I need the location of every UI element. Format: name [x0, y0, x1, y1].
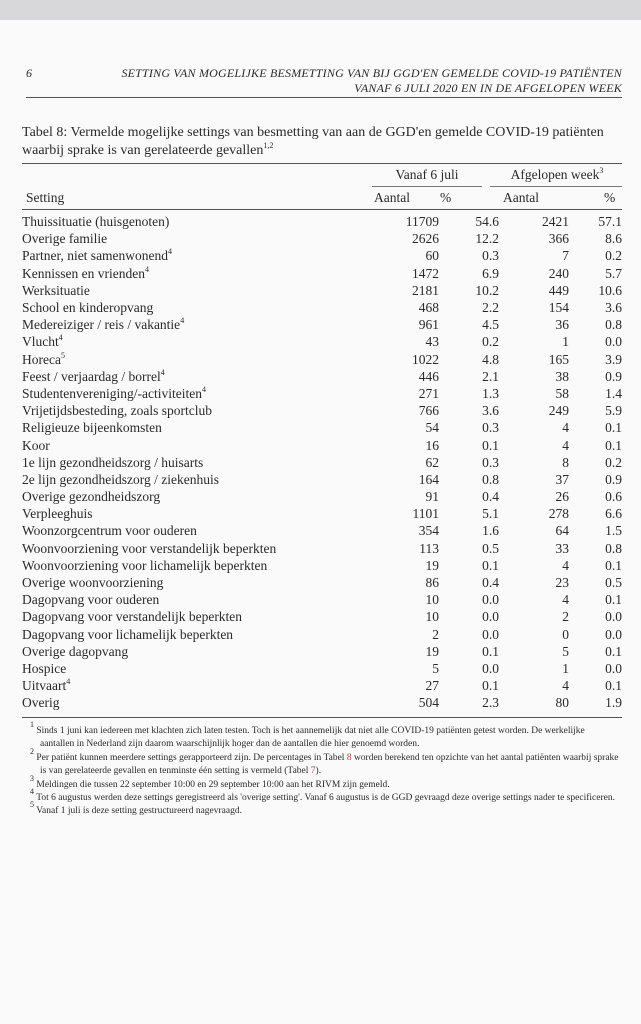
aantal-week-cell: 38 [555, 368, 569, 384]
aantal-vanaf-cell: 113 [419, 540, 439, 556]
pct-week-cell: 0.0 [605, 660, 622, 676]
pct-vanaf-cell: 0.4 [482, 489, 499, 505]
aantal-week-cell: 1 [562, 660, 569, 676]
aantal-vanaf-cell: 504 [418, 695, 439, 711]
pct-week-cell: 0.0 [605, 334, 622, 350]
pct-vanaf-cell: 0.4 [482, 575, 499, 591]
aantal-week-cell: 36 [555, 317, 569, 333]
aantal-vanaf-cell: 27 [425, 678, 439, 694]
aantal-week-cell: 240 [548, 265, 569, 281]
aantal-week-cell: 1 [562, 334, 569, 350]
aantal-vanaf-cell: 468 [418, 300, 439, 316]
setting-sup: 4 [160, 367, 165, 377]
setting-sup: 4 [66, 677, 71, 687]
pct-vanaf-cell: 1.6 [482, 523, 499, 539]
chapter-number: 6 [26, 66, 33, 80]
aantal-vanaf-cell: 1101 [412, 506, 439, 522]
setting-label: Woonvoorziening voor lichamelijk beperkten [22, 557, 268, 573]
setting-label: Studentenvereniging/-activiteiten [22, 385, 202, 401]
pct-week-cell: 3.9 [605, 351, 622, 367]
aantal-week-cell: 26 [555, 489, 569, 505]
table-row [22, 213, 622, 230]
pct-week-cell: 0.5 [605, 575, 622, 591]
fn-text: ). [315, 766, 322, 777]
table-row [22, 299, 622, 316]
setting-cell [22, 282, 395, 299]
aantal-week-cell: 4 [562, 420, 569, 436]
table-row [22, 471, 622, 488]
footnote-5 [30, 800, 620, 818]
setting-label: Overige gezondheidszorg [22, 489, 161, 505]
fn-text: Tot 6 augustus werden deze settings geregistreerd als 'overige setting'. Vanaf 6 augustus is de GGD gevraagd deze overige settings nader te specificeren. [36, 793, 615, 804]
pct-vanaf-cell: 0.0 [482, 626, 499, 642]
aantal-week-cell: 64 [555, 523, 569, 539]
pct-vanaf-cell: 2.3 [482, 695, 499, 711]
col-setting: Setting [26, 190, 65, 205]
aantal-vanaf-cell: 2181 [412, 282, 439, 298]
pct-week-cell: 0.6 [605, 489, 622, 505]
setting-label: Partner, niet samenwonend [22, 248, 169, 264]
setting-cell [22, 471, 395, 488]
setting-label: Overig [22, 695, 60, 711]
aantal-week-cell: 449 [548, 282, 569, 298]
pct-vanaf-cell: 0.3 [482, 420, 499, 436]
setting-cell [22, 213, 395, 230]
aantal-week-cell: 4 [562, 557, 569, 573]
col-pct-2: % [604, 190, 616, 205]
pct-week-cell: 5.7 [605, 265, 622, 281]
aantal-vanaf-cell: 1022 [412, 351, 439, 367]
setting-sup: 4 [168, 247, 173, 257]
group-underline-1 [372, 186, 482, 187]
fn-text: Sinds 1 juni kan iedereen met klachten zich laten testen. Toch is het aannemelijk dat niet alle COVID-19 patiënten getest worden. De werkelijke aantallen in Nederland zijn daarom waarschijnlijk hoger dan de aantallen die hier genoemd worden. [36, 726, 585, 750]
setting-sup: 4 [144, 264, 149, 274]
aantal-week-cell: 154 [548, 300, 569, 316]
setting-cell [22, 591, 395, 608]
aantal-vanaf-cell: 91 [425, 489, 439, 505]
pct-week-cell: 0.9 [605, 368, 622, 384]
table-row [22, 419, 622, 436]
caption-text: Tabel 8: Vermelde mogelijke settings van besmetting van aan de GGD'en gemelde COVID-19 patiënten waarbij sprake is van gerelateerde gevallen [22, 125, 604, 158]
aantal-week-cell: 165 [548, 351, 569, 367]
table-row [22, 677, 622, 694]
aantal-week-cell: 33 [555, 540, 569, 556]
setting-label: Werksituatie [22, 282, 90, 298]
pct-week-cell: 0.8 [605, 317, 622, 333]
table-row [22, 694, 622, 711]
pct-vanaf-cell: 54.6 [475, 214, 499, 230]
pct-vanaf-cell: 0.5 [482, 540, 499, 556]
aantal-week-cell: 80 [555, 695, 569, 711]
pct-vanaf-cell: 0.1 [482, 557, 499, 573]
table-row [22, 368, 622, 385]
setting-sup: 4 [201, 384, 206, 394]
pct-week-cell: 0.1 [605, 592, 622, 608]
setting-label: Horeca [22, 351, 61, 367]
pct-week-cell: 3.6 [605, 300, 622, 316]
fn-text: Vanaf 1 juli is deze setting gestructureerd nagevraagd. [36, 806, 242, 817]
setting-cell [22, 402, 395, 419]
pct-week-cell: 0.1 [605, 420, 622, 436]
group-header-week [492, 167, 622, 183]
pct-vanaf-cell: 10.2 [475, 282, 499, 298]
aantal-week-cell: 4 [562, 678, 569, 694]
aantal-vanaf-cell: 11709 [405, 214, 439, 230]
aantal-vanaf-cell: 19 [425, 557, 439, 573]
col-aantal-2: Aantal [503, 190, 539, 205]
setting-cell [22, 247, 395, 264]
table-caption [22, 124, 622, 160]
pct-vanaf-cell: 0.8 [482, 471, 499, 487]
table-row [22, 351, 622, 368]
setting-label: Thuissituatie (huisgenoten) [22, 214, 170, 230]
setting-label: Woonzorgcentrum voor ouderen [22, 523, 197, 539]
table-row [22, 643, 622, 660]
setting-label: Hospice [22, 660, 67, 676]
fn-num: 3 [30, 773, 34, 783]
setting-cell [22, 316, 395, 333]
setting-cell [22, 643, 395, 660]
setting-label: Overige familie [22, 231, 108, 247]
aantal-vanaf-cell: 354 [418, 523, 439, 539]
col-pct-1: % [440, 190, 452, 205]
footnote-4 [30, 787, 620, 805]
setting-label: School en kinderopvang [22, 300, 154, 316]
setting-label: 1e lijn gezondheidszorg / huisarts [22, 454, 204, 470]
fn-num: 2 [30, 746, 34, 756]
aantal-week-cell: 8 [562, 454, 569, 470]
setting-cell [22, 660, 395, 677]
table-ref-link[interactable]: 8 [346, 752, 352, 763]
setting-cell [22, 488, 395, 505]
pct-vanaf-cell: 6.9 [482, 265, 499, 281]
aantal-vanaf-cell: 62 [425, 454, 439, 470]
aantal-vanaf-cell: 54 [425, 420, 439, 436]
pct-vanaf-cell: 0.3 [482, 248, 499, 264]
setting-cell [22, 351, 395, 368]
aantal-vanaf-cell: 60 [425, 248, 439, 264]
setting-label: Dagopvang voor ouderen [22, 592, 160, 608]
table-row [22, 230, 622, 247]
table-row [22, 591, 622, 608]
pct-week-cell: 6.6 [605, 506, 622, 522]
footnote-3 [30, 773, 620, 792]
table-row [22, 436, 622, 453]
aantal-week-cell: 4 [562, 437, 569, 453]
pct-week-cell: 0.9 [605, 471, 622, 487]
setting-label: Religieuze bijeenkomsten [22, 420, 162, 436]
pct-week-cell: 1.9 [605, 695, 622, 711]
setting-cell [22, 574, 395, 591]
pct-vanaf-cell: 0.2 [482, 334, 499, 350]
table-row [22, 608, 622, 625]
aantal-vanaf-cell: 446 [418, 368, 439, 384]
table-row [22, 505, 622, 522]
aantal-vanaf-cell: 271 [418, 385, 439, 401]
setting-label: Vlucht [22, 334, 59, 350]
pct-week-cell: 0.1 [605, 437, 622, 453]
aantal-week-cell: 37 [555, 471, 569, 487]
top-band [0, 0, 641, 20]
pct-vanaf-cell: 0.3 [482, 454, 499, 470]
setting-label: Medereiziger / reis / vakantie [22, 317, 181, 333]
col-aantal-1: Aantal [374, 190, 410, 205]
group-underline-2 [490, 186, 622, 187]
aantal-vanaf-cell: 10 [425, 592, 439, 608]
aantal-week-cell: 7 [562, 248, 569, 264]
footnotes [30, 720, 620, 819]
pct-vanaf-cell: 0.0 [482, 660, 499, 676]
setting-cell [22, 608, 395, 625]
setting-cell [22, 333, 395, 350]
table-row [22, 522, 622, 539]
table-row [22, 247, 622, 264]
header-rule [26, 97, 622, 98]
table-row [22, 574, 622, 591]
aantal-vanaf-cell: 5 [432, 660, 439, 676]
table-top-rule [22, 163, 622, 164]
setting-cell [22, 299, 395, 316]
setting-sup: 5 [60, 350, 65, 360]
settings-table [22, 213, 622, 711]
fn-text: Per patiënt kunnen meerdere settings gerapporteerd zijn. De percentages in Tabel [36, 752, 347, 763]
pct-vanaf-cell: 3.6 [482, 403, 499, 419]
fn-num: 1 [30, 720, 34, 729]
setting-cell [22, 265, 395, 282]
aantal-vanaf-cell: 19 [425, 643, 439, 659]
header-line-2: VANAF 6 JULI 2020 EN IN DE AFGELOPEN WEEK [354, 81, 622, 95]
header-line-1: SETTING VAN MOGELIJKE BESMETTING VAN BIJ GGD'EN GEMELDE COVID-19 PATIËNTEN [121, 66, 622, 80]
pct-week-cell: 1.4 [605, 385, 622, 401]
aantal-vanaf-cell: 766 [418, 403, 439, 419]
setting-cell [22, 368, 395, 385]
setting-sup: 4 [180, 316, 185, 326]
fn-text: Meldingen die tussen 22 september 10:00 en 29 september 10:00 aan het RIVM zijn gemeld. [36, 779, 390, 790]
aantal-vanaf-cell: 2 [432, 626, 439, 642]
table-row [22, 316, 622, 333]
aantal-week-cell: 366 [548, 231, 569, 247]
fn-text: worden berekend ten opzichte van het aantal patiënten waarbij sprake is van gerelateerde gevallen en tenminste één setting is vermeld (Tabel [40, 752, 619, 777]
setting-label: Dagopvang voor lichamelijk beperkten [22, 626, 234, 642]
setting-cell [22, 694, 395, 711]
setting-label: 2e lijn gezondheidszorg / ziekenhuis [22, 471, 219, 487]
pct-vanaf-cell: 12.2 [475, 231, 499, 247]
aantal-week-cell: 249 [548, 403, 569, 419]
table-row [22, 660, 622, 677]
setting-cell [22, 419, 395, 436]
caption-sup: 1,2 [263, 141, 274, 150]
aantal-week-cell: 278 [548, 506, 569, 522]
aantal-vanaf-cell: 961 [418, 317, 439, 333]
table-header-rule [22, 209, 622, 210]
aantal-week-cell: 0 [562, 626, 569, 642]
setting-label: Uitvaart [22, 678, 67, 694]
setting-label: Overige dagopvang [22, 643, 129, 659]
setting-label: Vrijetijdsbesteding, zoals sportclub [22, 403, 213, 419]
setting-cell [22, 230, 395, 247]
running-header [26, 66, 622, 96]
setting-label: Koor [22, 437, 50, 453]
table-bottom-rule [22, 717, 622, 718]
aantal-vanaf-cell: 43 [425, 334, 439, 350]
pct-vanaf-cell: 4.5 [482, 317, 499, 333]
aantal-week-cell: 4 [562, 592, 569, 608]
aantal-week-cell: 2 [562, 609, 569, 625]
table-row [22, 282, 622, 299]
pct-vanaf-cell: 2.1 [482, 368, 499, 384]
table-row [22, 402, 622, 419]
pct-vanaf-cell: 0.1 [482, 643, 499, 659]
group2-text: Afgelopen week [510, 167, 600, 182]
aantal-week-cell: 23 [555, 575, 569, 591]
pct-week-cell: 57.1 [598, 214, 622, 230]
setting-cell [22, 436, 395, 453]
pct-week-cell: 0.1 [605, 557, 622, 573]
pct-week-cell: 0.1 [605, 643, 622, 659]
setting-cell [22, 385, 395, 402]
fn-num: 4 [30, 787, 34, 797]
pct-week-cell: 0.1 [605, 678, 622, 694]
setting-label: Verpleeghuis [22, 506, 93, 522]
pct-vanaf-cell: 0.0 [482, 592, 499, 608]
aantal-vanaf-cell: 1472 [412, 265, 439, 281]
pct-week-cell: 8.6 [605, 231, 622, 247]
footnote-1 [30, 720, 620, 752]
table-row [22, 557, 622, 574]
table-row [22, 265, 622, 282]
aantal-week-cell: 58 [555, 385, 569, 401]
pct-week-cell: 0.0 [605, 626, 622, 642]
table-ref-link[interactable]: 7 [310, 766, 316, 777]
setting-cell [22, 677, 395, 694]
pct-vanaf-cell: 5.1 [482, 506, 499, 522]
pct-week-cell: 0.8 [605, 540, 622, 556]
footnote-2 [30, 746, 620, 779]
table-row [22, 488, 622, 505]
aantal-vanaf-cell: 10 [425, 609, 439, 625]
table-row [22, 454, 622, 471]
fn-num: 5 [30, 800, 34, 810]
setting-label: Feest / verjaardag / borrel [22, 368, 161, 384]
pct-vanaf-cell: 0.0 [482, 609, 499, 625]
pct-vanaf-cell: 4.8 [482, 351, 499, 367]
setting-label: Overige woonvoorziening [22, 575, 164, 591]
pct-week-cell: 0.0 [605, 609, 622, 625]
table-row [22, 540, 622, 557]
setting-cell [22, 505, 395, 522]
group-header-vanaf: Vanaf 6 juli [395, 167, 459, 182]
setting-cell [22, 557, 395, 574]
setting-cell [22, 626, 395, 643]
aantal-vanaf-cell: 16 [425, 437, 439, 453]
aantal-week-cell: 5 [562, 643, 569, 659]
aantal-vanaf-cell: 2626 [412, 231, 439, 247]
setting-cell [22, 522, 395, 539]
pct-week-cell: 5.9 [605, 403, 622, 419]
setting-sup: 4 [58, 333, 63, 343]
setting-label: Dagopvang voor verstandelijk beperkten [22, 609, 243, 625]
setting-cell [22, 540, 395, 557]
aantal-week-cell: 2421 [542, 214, 569, 230]
table-row [22, 385, 622, 402]
table-row [22, 333, 622, 350]
table-row [22, 626, 622, 643]
aantal-vanaf-cell: 86 [425, 575, 439, 591]
pct-week-cell: 0.2 [605, 248, 622, 264]
pct-week-cell: 1.5 [605, 523, 622, 539]
pct-week-cell: 0.2 [605, 454, 622, 470]
pct-vanaf-cell: 0.1 [482, 437, 499, 453]
pct-vanaf-cell: 2.2 [482, 300, 499, 316]
setting-label: Kennissen en vrienden [22, 265, 145, 281]
pct-vanaf-cell: 1.3 [482, 385, 499, 401]
setting-label: Woonvoorziening voor verstandelijk beperkten [22, 540, 277, 556]
pct-week-cell: 10.6 [598, 282, 622, 298]
setting-cell [22, 454, 395, 471]
group2-sup: 3 [599, 166, 604, 175]
aantal-vanaf-cell: 164 [418, 471, 439, 487]
pct-vanaf-cell: 0.1 [482, 678, 499, 694]
